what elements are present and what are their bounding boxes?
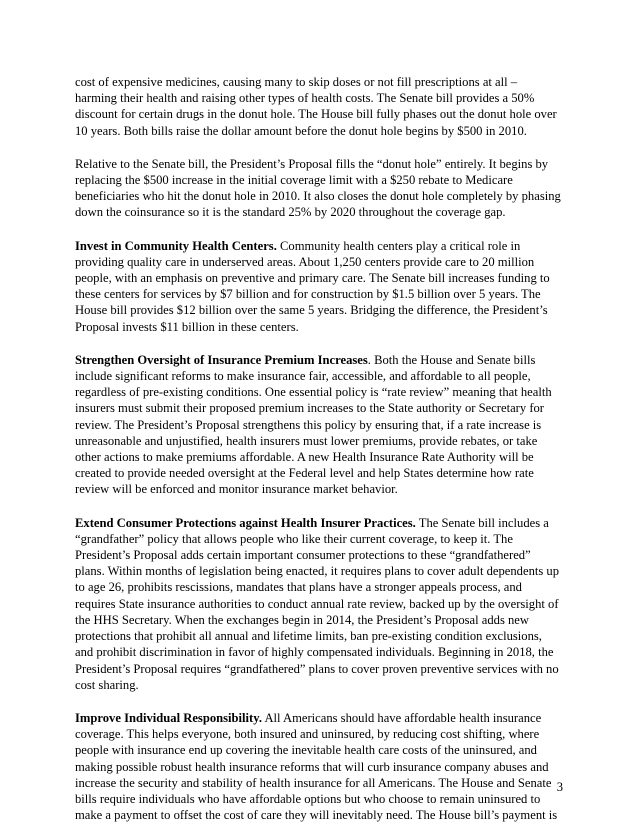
- paragraph-text: Relative to the Senate bill, the President’s Proposal fills the “donut hole” entirely. It begins by replacing the $500 increase in the initial coverage limit with a $250 rebate to Medicare beneficiaries who hit the donut hole in 2010. It also closes the donut hole completely by phasing down the coinsurance so it is the standard 25% by 2020 throughout the coverage gap.: [75, 156, 561, 220]
- document-body: [75, 74, 561, 840]
- paragraph-community-health-centers: [75, 238, 561, 335]
- paragraph-text: All Americans should have affordable health insurance coverage. This helps everyone, both insured and uninsured, by reducing cost shifting, where people with insurance end up covering the inevitable health care costs of the uninsured, and making possible robust health insurance reforms that will curb insurance company abuses and increase the security and stability of health insurance for all Americans. The House and Senate bills require individuals who have affordable options but who choose to remain uninsured to make a payment to offset the cost of care they will inevitably need. The House bill’s payment is: [75, 710, 558, 823]
- paragraph-text: cost of expensive medicines, causing many to skip doses or not fill prescriptions at all – harming their health and raising other types of health costs. The Senate bill provides a 50% discount for certain drugs in the donut hole. The House bill fully phases out the donut hole over 10 years. Both bills raise the dollar amount before the donut hole begins by $500 in 2010.: [75, 75, 557, 138]
- paragraph-donut-hole-proposal: [75, 156, 561, 221]
- paragraph-text: Community health centers play a critical role in providing quality care in underserved areas. About 1,250 centers provide care to 20 million people, with an emphasis on preventive and primary care. The Senate bill increases funding to these centers for services by $7 billion and for construction by $1.5 billion over 5 years. The House bill provides $12 billion over the same 5 years. Bridging the difference, the President’s Proposal invests $11 billion in these centers.: [75, 238, 550, 334]
- paragraph-heading: Strengthen Oversight of Insurance Premium Increases: [75, 352, 368, 367]
- paragraph-donut-hole-background: [75, 74, 561, 139]
- paragraph-heading: Extend Consumer Protections against Health Insurer Practices.: [75, 515, 416, 530]
- paragraph-individual-responsibility: [75, 710, 561, 823]
- paragraph-heading: Improve Individual Responsibility.: [75, 710, 262, 725]
- paragraph-heading: Invest in Community Health Centers.: [75, 238, 277, 253]
- page-number: 3: [556, 780, 563, 794]
- paragraph-premium-oversight: [75, 352, 561, 498]
- paragraph-consumer-protections: [75, 515, 561, 693]
- paragraph-text: The Senate bill includes a “grandfather” policy that allows people who like their current coverage, to keep it. The President’s Proposal adds certain important consumer protections to these “grandfathered” plans. Within months of legislation being enacted, it requires plans to cover adult dependents up to age 26, prohibits rescissions, mandates that plans have a stronger appeals process, and requires State insurance authorities to conduct annual rate review, backed up by the oversight of the HHS Secretary. When the exchanges begin in 2014, the President’s Proposal adds new protections that prohibit all annual and lifetime limits, ban pre-existing condition exclusions, and prohibit discrimination in favor of highly compensated individuals. Beginning in 2018, the President’s Proposal requires “grandfathered” plans to cover proven preventive services with no cost sharing.: [75, 515, 560, 692]
- paragraph-text: . Both the House and Senate bills include significant reforms to make insurance fair, accessible, and affordable to all people, regardless of pre-existing conditions. One essential policy is “rate review” meaning that health insurers must submit their proposed premium increases to the State authority or Secretary for review. The President’s Proposal strengthens this policy by ensuring that, if a rate increase is unreasonable and unjustified, health insurers must lower premiums, provide rebates, or take other actions to make premiums affordable. A new Health Insurance Rate Authority will be created to provide needed oversight at the Federal level and help States determine how rate review will be enforced and monitor insurance market behavior.: [75, 352, 552, 497]
